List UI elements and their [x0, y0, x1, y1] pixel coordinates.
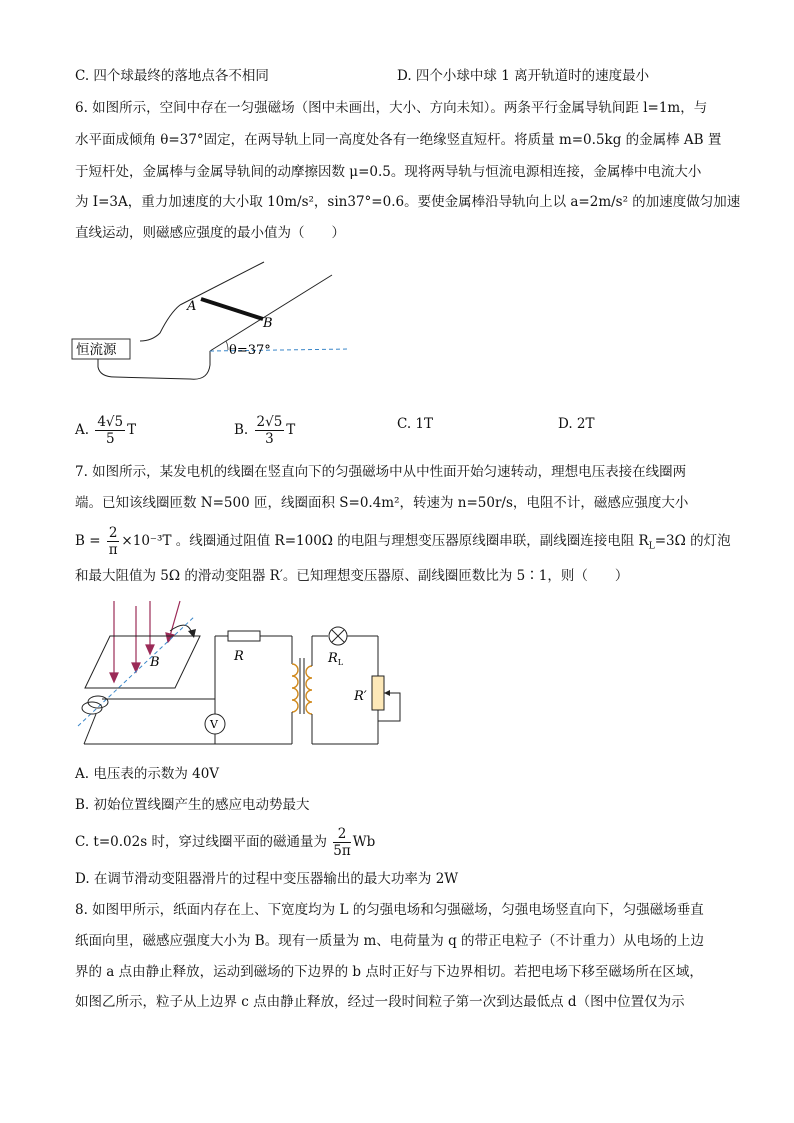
q7-option-d: D. 在调节滑动变阻器滑片的过程中变压器输出的最大功率为 2W: [75, 871, 459, 887]
q6-label-b: B: [263, 316, 273, 331]
q7-option-b: B. 初始位置线圈产生的感应电动势最大: [75, 797, 310, 813]
q5-option-c: C. 四个球最终的落地点各不相同: [75, 68, 269, 84]
q8-text-line-4: 如图乙所示，粒子从上边界 c 点由静止释放，经过一段时间粒子第一次到达最低点 d（图中位置仅为示: [75, 994, 685, 1010]
q6-text-line-5: 直线运动，则磁感应强度的最小值为（ ）: [75, 225, 345, 241]
q7-option-c: C. t=0.02s 时，穿过线圈平面的磁通量为 $\frac{2}{5\pi}$ Wb: [75, 826, 376, 859]
q6-text-line-2: 水平面成倾角 θ=37°固定，在两导轨上同一高度处各有一绝缘竖直短杆。将质量 m=0.5kg 的金属棒 AB 置: [75, 132, 722, 148]
q7-label-r: R: [234, 649, 244, 664]
q6-figure-inclined-rails: [70, 255, 360, 390]
q6-label-a: A: [187, 299, 197, 314]
q6-option-c: C. 1T: [397, 416, 434, 432]
q7-label-rl: $R_L$: [328, 651, 344, 667]
q7-label-rprime: R′: [354, 689, 367, 704]
q7-text-line-3: B = $\frac{2}{\pi}$ ×10⁻³T 。线圈通过阻值 R=100Ω 的电阻与理想变压器原线圈串联，副线圈连接电阻 $R_L=3\Omega$ 的灯泡: [75, 525, 731, 558]
q6-source-label: 恒流源: [76, 342, 117, 358]
q7-text-line-1: 7. 如图所示，某发电机的线圈在竖直向下的匀强磁场中从中性面开始匀速转动，理想电压表接在线圈两: [75, 464, 687, 480]
q7-label-b: B: [150, 655, 160, 670]
q7-figure-generator-circuit: [70, 596, 420, 751]
q6-option-b: B. $\frac{2√5}{3}$ T: [234, 414, 296, 447]
q7-text-line-4: 和最大阻值为 5Ω 的滑动变阻器 R′。已知理想变压器原、副线圈匝数比为 5∶1，则（ ）: [75, 568, 629, 584]
q7-voltmeter-label: V: [210, 718, 218, 731]
q7-text-line-2: 端。已知该线圈匝数 N=500 匝，线圈面积 S=0.4m²，转速为 n=50r/s，电阻不计，磁感应强度大小: [75, 495, 689, 511]
q7-option-a: A. 电压表的示数为 40V: [75, 766, 220, 782]
q6-text-line-1: 6. 如图所示，空间中存在一匀强磁场（图中未画出，大小、方向未知）。两条平行金属导轨间距 l=1m，与: [75, 100, 708, 116]
q6-text-line-4: 为 I=3A，重力加速度的大小取 10m/s²，sin37°=0.6。要使金属棒沿导轨向上以 a=2m/s² 的加速度做匀加速: [75, 194, 741, 210]
q8-text-line-3: 界的 a 点由静止释放，运动到磁场的下边界的 b 点时正好与下边界相切。若把电场下移至磁场所在区域，: [75, 964, 703, 980]
q6-option-a: A. $\frac{4√5}{5}$ T: [75, 414, 137, 447]
q6-angle-label: θ=37°: [229, 343, 271, 358]
q5-option-d: D. 四个小球中球 1 离开轨道时的速度最小: [397, 68, 650, 84]
q6-text-line-3: 于短杆处，金属棒与金属导轨间的动摩擦因数 μ=0.5。现将两导轨与恒流电源相连接，金属棒中电流大小: [75, 164, 702, 180]
q8-text-line-1: 8. 如图甲所示，纸面内存在上、下宽度均为 L 的匀强电场和匀强磁场，匀强电场竖直向下，匀强磁场垂直: [75, 902, 704, 918]
q6-option-d: D. 2T: [558, 416, 595, 432]
q8-text-line-2: 纸面向里，磁感应强度大小为 B。现有一质量为 m、电荷量为 q 的带正电粒子（不计重力）从电场的上边: [75, 933, 705, 949]
